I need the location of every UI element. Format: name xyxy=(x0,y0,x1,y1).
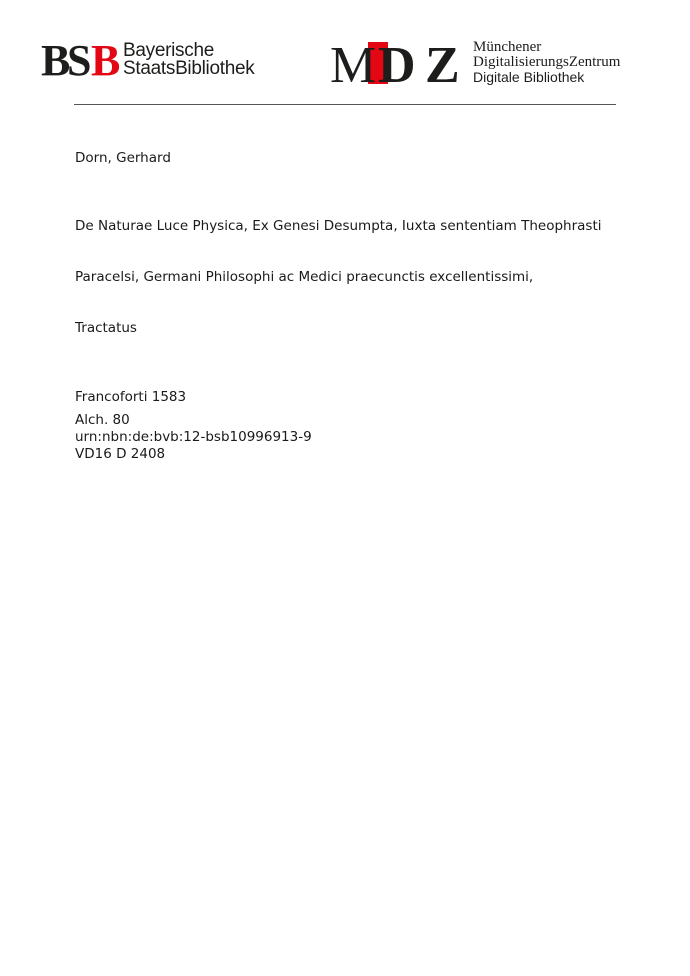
bsb-letter-b: B xyxy=(41,36,69,85)
bsb-letter-s: S xyxy=(67,36,90,85)
record-urn[interactable]: urn:nbn:de:bvb:12-bsb10996913-9 xyxy=(75,429,312,445)
record-metadata xyxy=(75,150,635,463)
record-author: Dorn, Gerhard xyxy=(75,150,171,166)
header-divider xyxy=(74,104,616,105)
mdz-letter-m: M xyxy=(330,40,377,86)
mdz-name-line1: Münchener xyxy=(473,39,542,55)
record-title-line1: De Naturae Luce Physica, Ex Genesi Desumpta, Iuxta sententiam Theophrasti xyxy=(75,218,602,234)
record-vd16: VD16 D 2408 xyxy=(75,446,166,462)
record-place-year: Francoforti 1583 xyxy=(75,389,187,405)
record-title xyxy=(75,184,635,371)
mdz-letter-z: Z xyxy=(425,40,460,86)
mdz-name-line2: DigitalisierungsZentrum xyxy=(473,54,621,70)
bsb-name-line2: StaatsBibliothek xyxy=(123,58,255,79)
bsb-name-line1: Bayerische xyxy=(123,40,214,61)
page-header xyxy=(0,0,690,110)
record-shelfmark: Alch. 80 xyxy=(75,412,130,428)
record-title-line2: Paracelsi, Germani Philosophi ac Medici praecunctis excellentissimi, xyxy=(75,269,534,285)
record-title-line3: Tractatus xyxy=(75,320,137,336)
mdz-logo-name xyxy=(473,40,620,85)
mdz-logo-mark xyxy=(330,40,466,86)
bsb-letter-b-red: B xyxy=(91,36,119,85)
mdz-name-line3: Digitale Bibliothek xyxy=(473,69,585,85)
bsb-logo-name xyxy=(123,42,254,78)
mdz-letter-d: D xyxy=(378,40,416,86)
